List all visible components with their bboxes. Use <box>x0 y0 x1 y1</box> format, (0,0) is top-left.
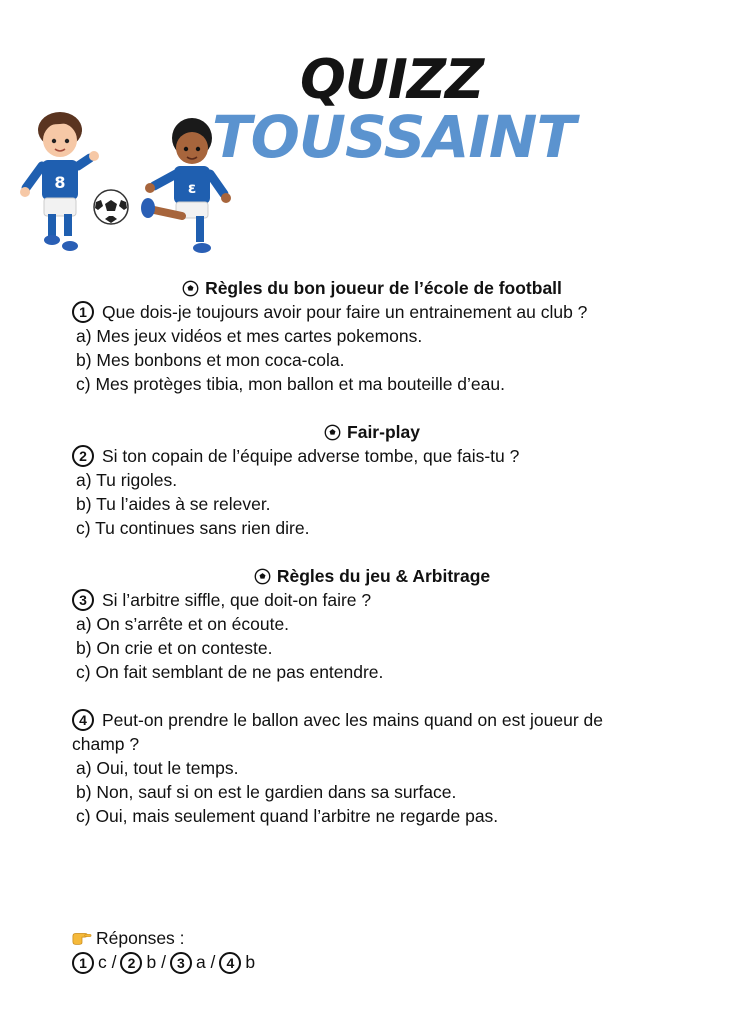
question-number-badge: 1 <box>72 301 94 323</box>
answer-value: c / <box>98 952 117 972</box>
soccer-ball-icon <box>254 568 271 585</box>
question-number-badge: 3 <box>72 589 94 611</box>
answers-list <box>72 950 472 974</box>
svg-text:8: 8 <box>54 173 66 192</box>
question-text: Si ton copain de l’équipe adverse tombe, que fais-tu ? <box>102 446 520 466</box>
answer-option: b) Mes bonbons et mon coca-cola. <box>76 350 345 370</box>
answers-block <box>72 926 472 974</box>
answer-number-badge: 2 <box>120 952 142 974</box>
answers-header <box>72 926 472 950</box>
section-title <box>72 276 672 300</box>
question-3 <box>72 588 672 612</box>
question-number-badge: 2 <box>72 445 94 467</box>
answer-value: b / <box>146 952 166 972</box>
section-title-text: Règles du jeu & Arbitrage <box>276 566 491 586</box>
answer-option: c) Oui, mais seulement quand l’arbitre ne regarde pas. <box>76 806 499 826</box>
answer-option: c) On fait semblant de ne pas entendre. <box>76 662 384 682</box>
question-2 <box>72 444 672 468</box>
section-title-text: Règles du bon joueur de l’école de football <box>205 278 562 298</box>
answer-number-badge: 3 <box>170 952 192 974</box>
section-title-text: Fair-play <box>347 422 420 442</box>
question-text: Peut-on prendre le ballon avec les mains quand on est joueur de <box>102 710 604 730</box>
kid-player-illustration <box>136 118 236 260</box>
question-number-badge: 4 <box>72 709 94 731</box>
question-4 <box>72 708 672 732</box>
answer-value: a / <box>195 952 216 972</box>
answer-option: b) Non, sauf si on est le gardien dans sa surface. <box>76 782 457 802</box>
answer-option: a) Mes jeux vidéos et mes cartes pokemons. <box>76 326 423 346</box>
kid-player-illustration <box>18 108 100 258</box>
answer-value: b <box>245 952 256 972</box>
soccer-ball-icon <box>324 424 341 441</box>
soccer-ball-icon <box>182 280 199 297</box>
section-title <box>72 564 672 588</box>
title-toussaint: TOUSSAINT <box>212 103 576 171</box>
answer-option: b) On crie et on conteste. <box>76 638 273 658</box>
answer-option: c) Tu continues sans rien dire. <box>76 518 310 538</box>
svg-text:ɛ: ɛ <box>187 179 197 197</box>
question-text: Si l’arbitre siffle, que doit-on faire ? <box>102 590 372 610</box>
answer-option: b) Tu l’aides à se relever. <box>76 494 271 514</box>
answers-label: Réponses : <box>96 928 185 948</box>
title-quizz: QUIZZ <box>300 48 484 111</box>
question-text-continued: champ ? <box>72 734 140 754</box>
answer-option: a) On s’arrête et on écoute. <box>76 614 290 634</box>
quiz-content <box>72 276 672 828</box>
pointing-hand-icon <box>72 930 92 946</box>
answer-option: a) Oui, tout le temps. <box>76 758 239 778</box>
section-title <box>72 420 672 444</box>
answer-option: c) Mes protèges tibia, mon ballon et ma bouteille d’eau. <box>76 374 505 394</box>
answer-option: a) Tu rigoles. <box>76 470 178 490</box>
answer-number-badge: 4 <box>219 952 241 974</box>
answer-number-badge: 1 <box>72 952 94 974</box>
soccer-ball-illustration <box>92 188 130 226</box>
question-text: Que dois-je toujours avoir pour faire un entrainement au club ? <box>102 302 588 322</box>
question-1 <box>72 300 672 324</box>
